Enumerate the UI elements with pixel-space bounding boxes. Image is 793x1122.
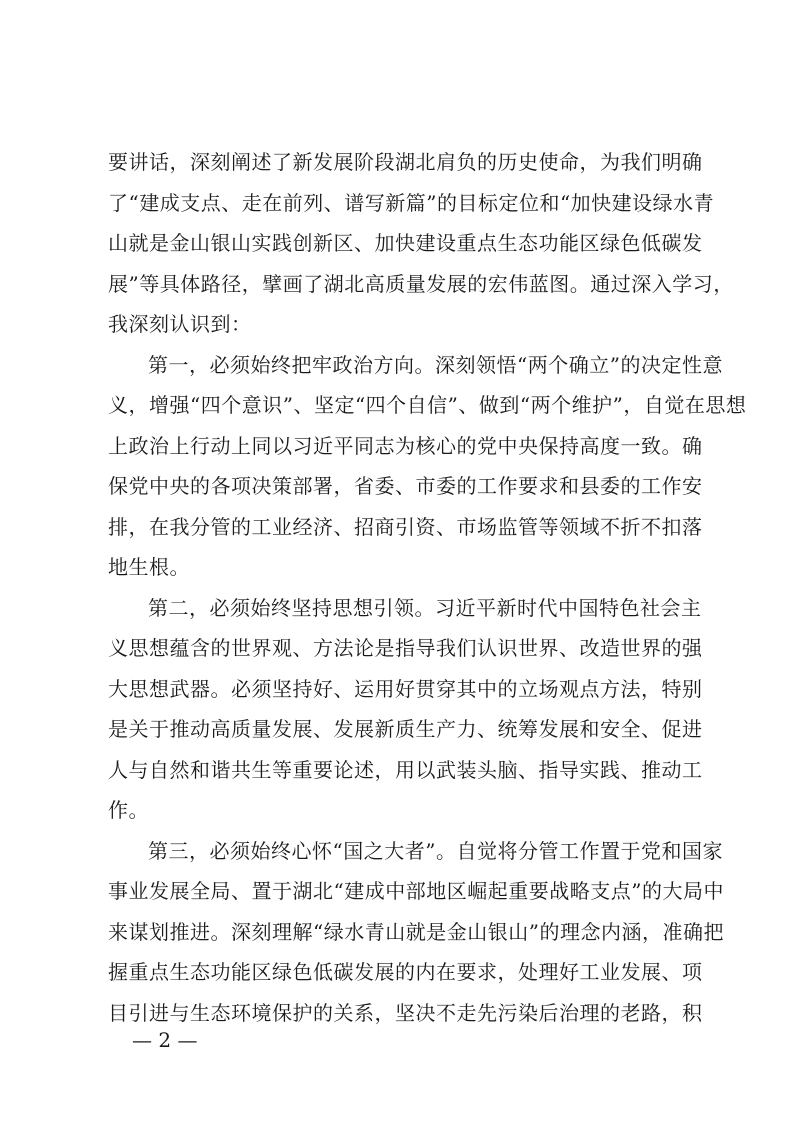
text-line: 目引进与生态环境保护的关系，坚决不走先污染后治理的老路，积	[108, 1000, 703, 1025]
text-line: 来谋划推进。深刻理解“绿水青山就是金山银山”的理念内涵，准确把	[108, 919, 724, 944]
text-line: 人与自然和谐共生等重要论述，用以武装头脑、指导实践、推动工	[108, 757, 703, 782]
text-line: 义思想蕴含的世界观、方法论是指导我们认识世界、改造世界的强	[108, 636, 703, 660]
paragraph-first-line: 第二，必须始终坚持思想引领。习近平新时代中国特色社会主	[148, 595, 702, 620]
paragraph-first-line: 第一，必须始终把牢政治方向。深刻领悟“两个确立”的决定性意	[148, 352, 723, 377]
text-line: 我深刻认识到：	[108, 312, 252, 336]
text-line: 排，在我分管的工业经济、招商引资、市场监管等领域不折不扣落	[108, 514, 703, 539]
text-line: 山就是金山银山实践创新区、加快建设重点生态功能区绿色低碳发	[108, 231, 703, 255]
text-line: 展”等具体路径，擘画了湖北高质量发展的宏伟蓝图。通过深入学习，	[108, 271, 734, 296]
text-line: 了“建成支点、走在前列、谱写新篇”的目标定位和“加快建设绿水青	[108, 190, 715, 215]
text-line: 地生根。	[108, 555, 190, 579]
text-line: 义，增强“四个意识”、坚定“四个自信”、做到“两个维护”，自觉在思想	[108, 393, 747, 417]
text-line: 要讲话，深刻阐述了新发展阶段湖北肩负的历史使命，为我们明确	[108, 150, 703, 174]
text-line: 是关于推动高质量发展、发展新质生产力、统筹发展和安全、促进	[108, 717, 703, 741]
text-line: 保党中央的各项决策部署，省委、市委的工作要求和县委的工作安	[108, 474, 703, 498]
page-number: — 2 —	[132, 1028, 198, 1052]
text-line: 握重点生态功能区绿色低碳发展的内在要求，处理好工业发展、项	[108, 960, 703, 984]
paragraph-first-line: 第三，必须始终心怀“国之大者”。自觉将分管工作置于党和国家	[148, 838, 723, 863]
text-line: 作。	[108, 798, 149, 822]
text-line: 事业发展全局、置于湖北“建成中部地区崛起重要战略支点”的大局中	[108, 879, 724, 903]
text-line: 大思想武器。必须坚持好、运用好贯穿其中的立场观点方法，特别	[108, 676, 703, 701]
text-line: 上政治上行动上同以习近平同志为核心的党中央保持高度一致。确	[108, 433, 703, 458]
